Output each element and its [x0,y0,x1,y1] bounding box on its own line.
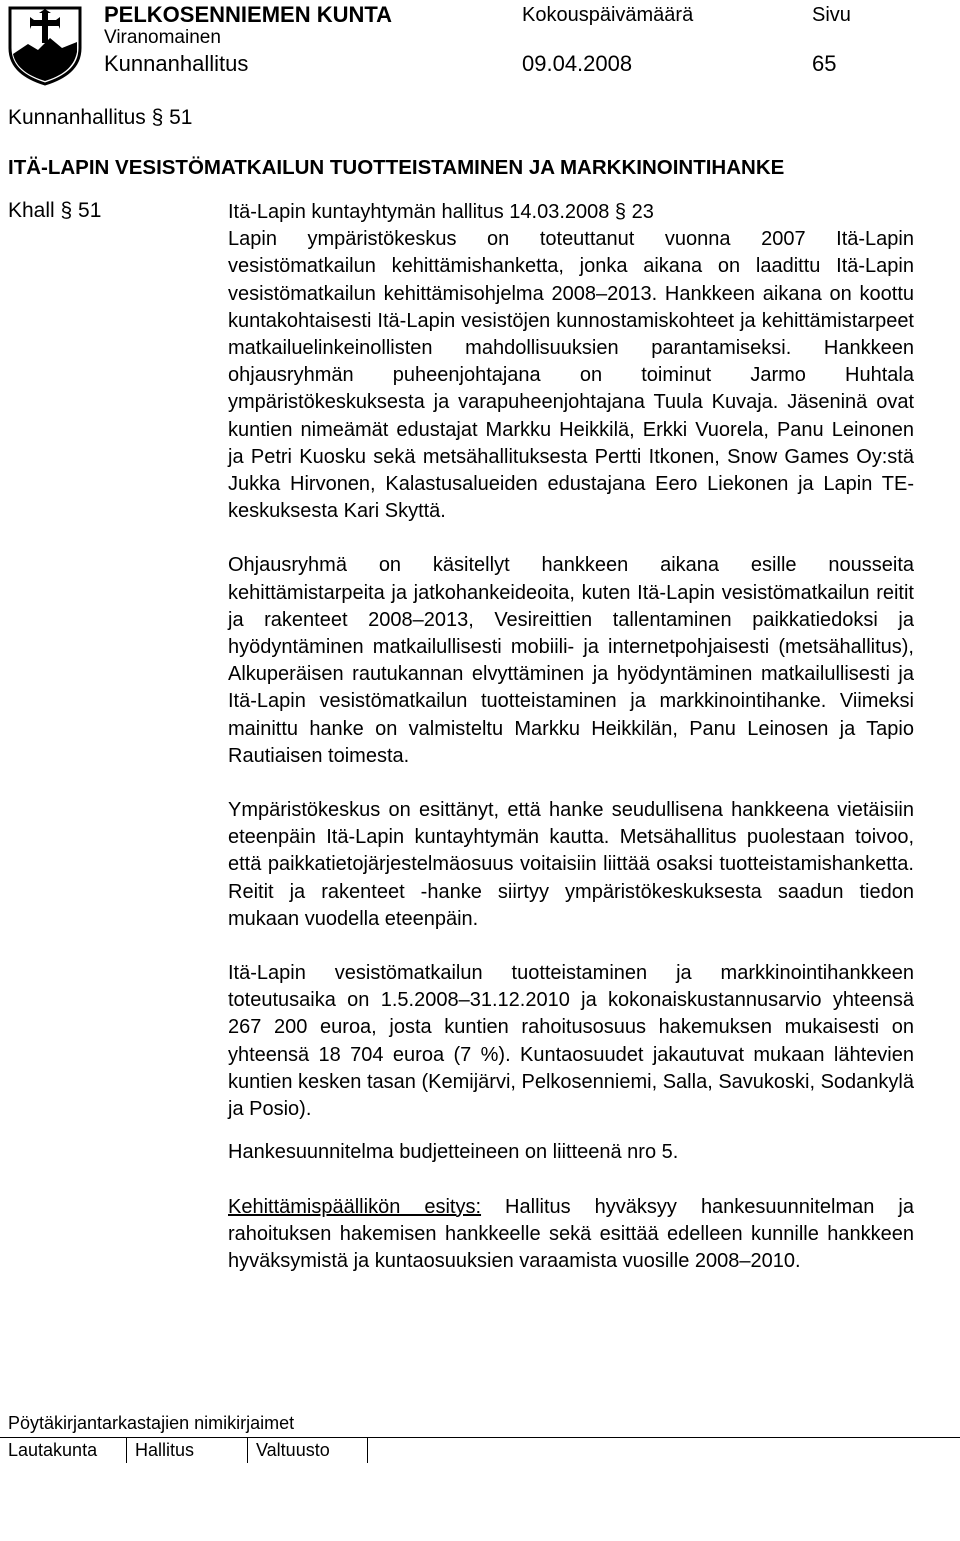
meeting-date: 09.04.2008 [522,51,633,76]
organ-name: Viranomainen [104,27,221,48]
attachment-note: Hankesuunnitelma budjetteineen on liitteenä nro 5. [228,1141,679,1164]
coat-of-arms-logo [4,4,86,86]
paragraph: Ohjausryhmä on käsitellyt hankkeen aikana esille nousseita kehittämistarpeita ja jatkohankeideoita, kuten Itä-Lapin vesistömatkailun reitit ja rakenteet 2008–2013, Vesireittien tallentaminen paikkatiedoksi ja hyödyntäminen matkailullisesti mobiili- ja internetpohjaisesti (metsähallitus), Alkuperäisen rautukannan elvyttäminen ja hyödyntäminen matkailullisesti ja Itä-Lapin vesistömatkailun tuotteistaminen ja markkinointihanke. Viimeksi mainittu hanke on valmisteltu Markku Heikkilän, Panu Leinosen ja Tapio Rautiaisen toimesta. [228,554,914,767]
proposal-text: Hallitus hyväksyy hankesuunnitelman ja rahoituksen hakemisen hankkeelle sekä esittää edelleen kunnille hankkeen hyväksymistä ja kuntaosuuksien varaamista vuosille 2008–2010. [228,1195,914,1272]
paragraph [228,199,914,525]
initials-table [0,1437,368,1463]
proposal [228,1194,914,1276]
municipality-name: PELKOSENNIEMEN KUNTA [104,2,393,27]
board-name: Kunnanhallitus [104,51,249,76]
proposal-label: Kehittämispäällikön esitys: [228,1195,482,1218]
footer-cell-council: Valtuusto [248,1437,368,1463]
document-title: ITÄ-LAPIN VESISTÖMATKAILUN TUOTTEISTAMINEN JA MARKKINOINTIHANKE [8,156,785,179]
paragraph: Ympäristökeskus on esittänyt, että hanke seudullisena hankkeena vietäisiin eteenpäin Itä-Lapin kuntayhtymän kautta. Metsähallitus puolestaan toivoo, että paikkatietojärjestelmäosuus voitaisiin liittää osaksi tuotteistamishanketta. Reitit ja rakenteet -hanke siirtyy ympäristökeskuksesta saadun tiedon mukaan vuodella eteenpäin. [228,799,914,930]
page-label: Sivu [812,4,851,26]
footer-cell-board: Lautakunta [0,1437,127,1463]
minutes-body [228,199,914,1275]
page-number: 65 [812,51,837,76]
footer-cell-government: Hallitus [127,1437,248,1463]
previous-decision-reference: Itä-Lapin kuntayhtymän hallitus 14.03.2008 § 23 [228,201,654,223]
paragraph: Itä-Lapin vesistömatkailun tuotteistaminen ja markkinointihankkeen toteutusaika on 1.5.2008–31.12.2010 ja kokonaiskustannusarvio yhteensä 267 200 euroa, josta kuntien rahoitusosuus hakemuksen mukaisesti on yhteensä 18 704 euroa (7 %). Kuntaosuudet jakautuvat mukaan lähtevien kuntien kesken tasan (Kemijärvi, Pelkosenniemi, Salla, Savukoski, Sodankylä ja Posio). [228,962,914,1121]
section-reference: Kunnanhallitus § 51 [8,106,193,129]
footer-title: Pöytäkirjantarkastajien nimikirjaimet [8,1413,295,1433]
meeting-date-label: Kokouspäivämäärä [522,4,694,26]
khall-reference: Khall § 51 [8,199,102,222]
paragraph-text: Lapin ympäristökeskus on toteuttanut vuonna 2007 Itä-Lapin vesistömatkailun kehittämishanketta, jonka aikana on laadittu Itä-Lapin vesistömatkailun kehittämisohjelma 2008–2013. Hankkeen aikana on koottu kuntakohtaisesti Itä-Lapin vesistöjen kunnostamiskohteet ja kehittämistarpeet matkailuelinkeinollisten mahdollisuuksien parantamiseksi. Hankkeen ohjausryhmän puheenjohtajana on toiminut Jarmo Huhtala ympäristökeskuksesta ja varapuheenjohtajana Tuula Kuvaja. Jäseninä ovat kuntien nimeämät edustajat Markku Heikkilä, Erkki Vuorela, Panu Leinonen ja Petri Kuosku sekä metsähallituksesta Pertti Itkonen, Snow Games Oy:stä Jukka Hirvonen, Kalastusalueiden edustajana Eero Liekonen ja Lapin TE-keskuksesta Kari Skyttä. [228,228,914,523]
